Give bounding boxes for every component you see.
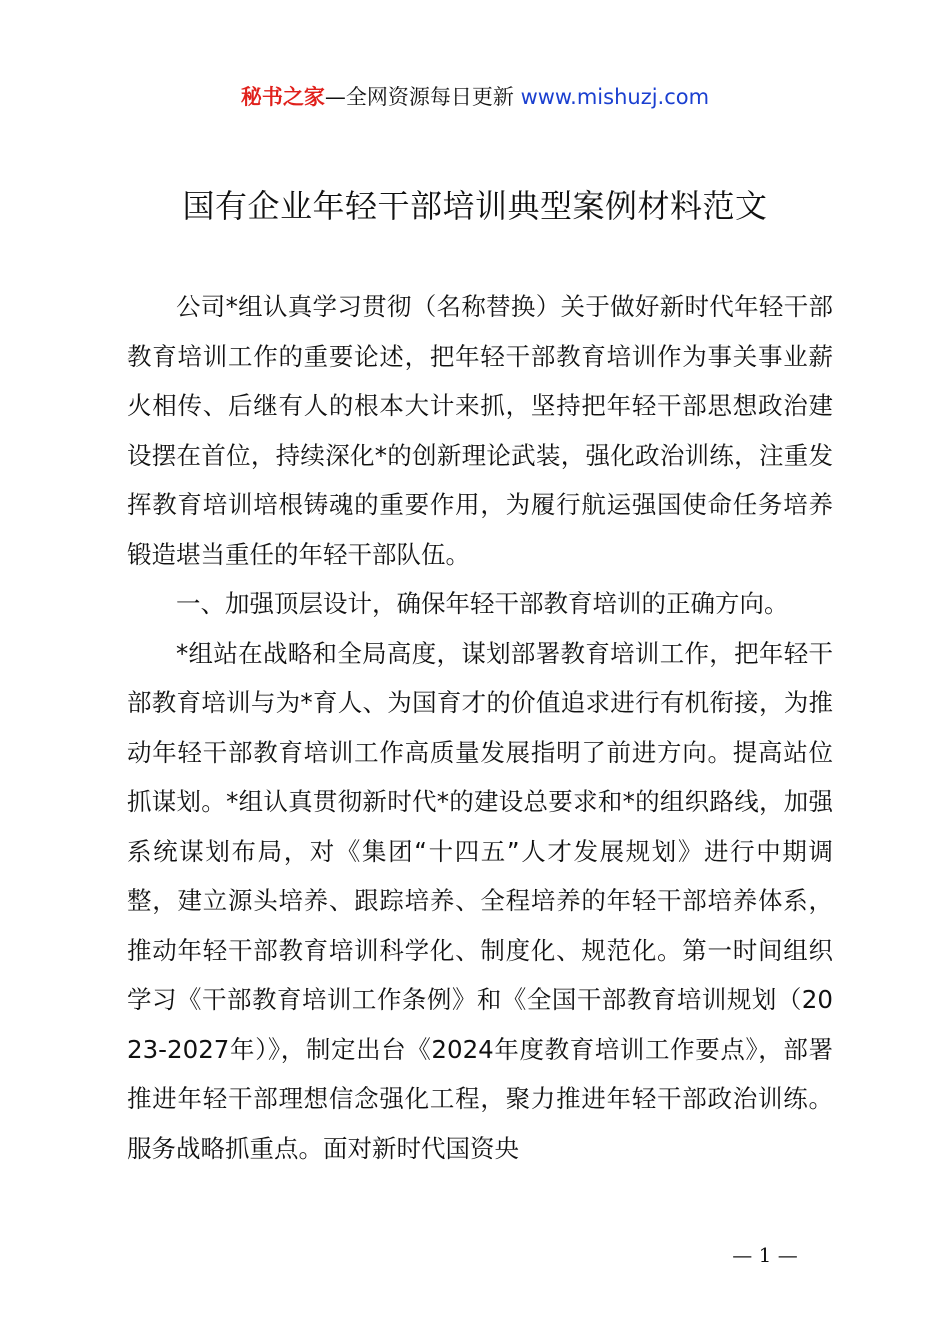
paragraph-intro: 公司*组认真学习贯彻（名称替换）关于做好新时代年轻干部教育培训工作的重要论述，把年轻干部教育培训作为事关事业薪火相传、后继有人的根本大计来抓，坚持把年轻干部思想政治建设摆在首位，持续深化*的创新理论武装，强化政治训练，注重发挥教育培训培根铸魂的重要作用，为履行航运强国使命任务培养锻造堪当重任的年轻干部队伍。	[127, 292, 833, 569]
site-slogan: —全网资源每日更新	[324, 85, 514, 109]
document-body	[127, 282, 833, 1173]
page-number: — 1 —	[732, 1243, 798, 1267]
document-title: 国有企业年轻干部培训典型案例材料范文	[182, 187, 768, 225]
site-banner	[0, 82, 950, 112]
paragraph-section-1: *组站在战略和全局高度，谋划部署教育培训工作，把年轻干部教育培训与为*育人、为国育才的价值追求进行有机衔接，为推动年轻干部教育培训工作高质量发展指明了前进方向。提高站位抓谋划。*组认真贯彻新时代*的建设总要求和*的组织路线，加强系统谋划布局，对《集团“十四五”人才发展规划》进行中期调整，建立源头培养、跟踪培养、全程培养的年轻干部培养体系，推动年轻干部教育培训科学化、制度化、规范化。第一时间组织学习《干部教育培训工作条例》和《全国干部教育培训规划（2023-2027年）》，制定出台《2024年度教育培训工作要点》，部署推进年轻干部理想信念强化工程，聚力推进年轻干部政治训练。服务战略抓重点。面对新时代国资央	[127, 638, 833, 1163]
section-heading-1: 一、加强顶层设计，确保年轻干部教育培训的正确方向。	[176, 589, 789, 618]
site-url-link[interactable]: www.mishuzj.com	[520, 85, 710, 109]
site-brand: 秘书之家	[240, 85, 325, 109]
